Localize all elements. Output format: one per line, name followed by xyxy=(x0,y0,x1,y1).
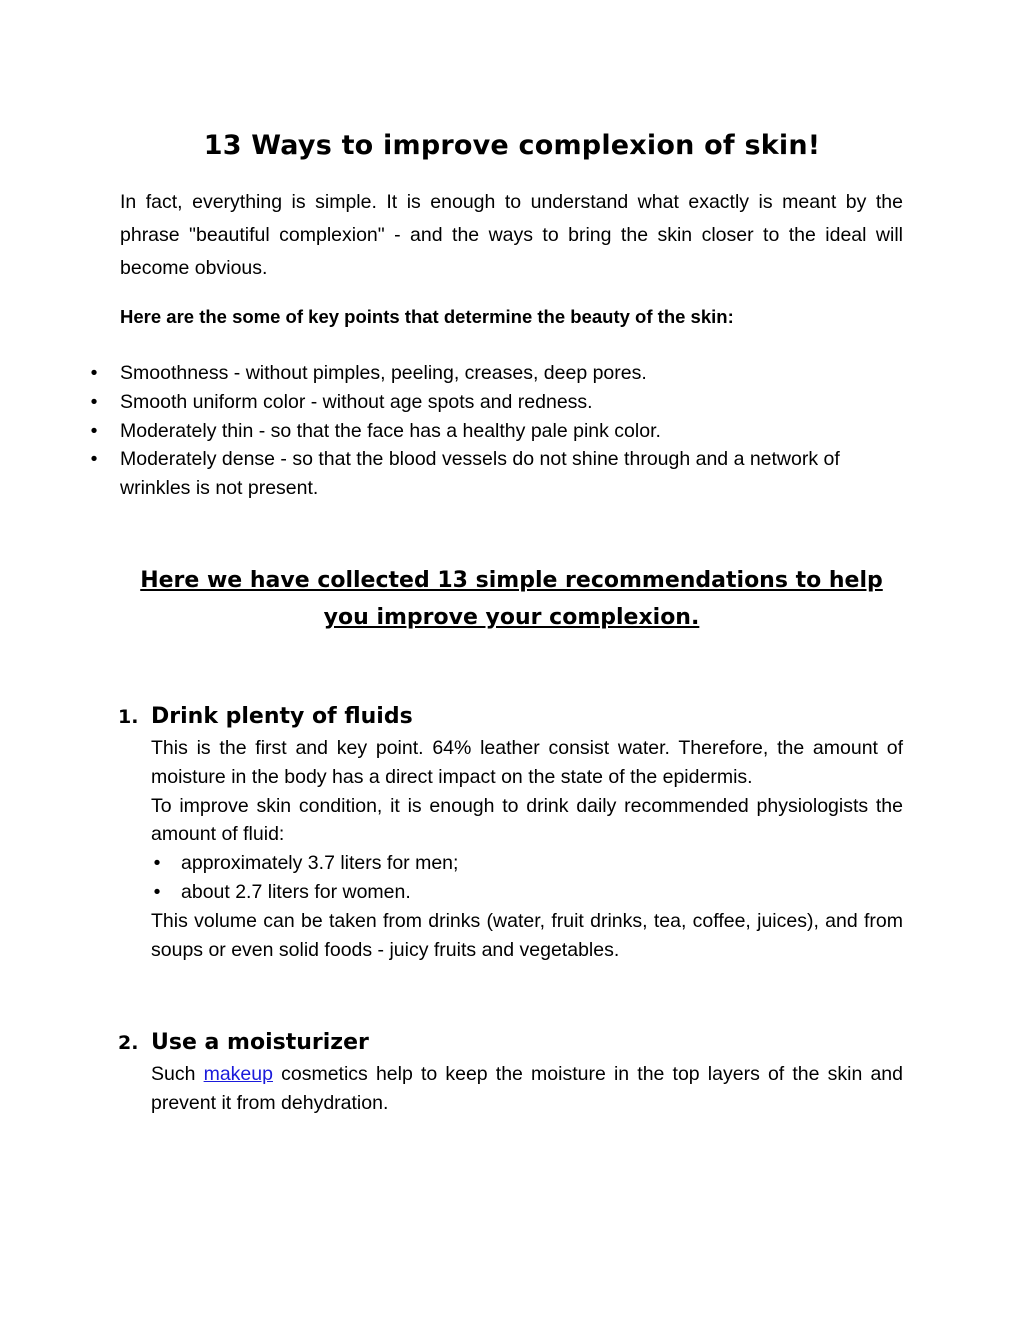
section-title: Drink plenty of fluids xyxy=(151,704,413,729)
paragraph-text: cosmetics help to keep the moisture in the top layers of the skin and prevent it from dehydration. xyxy=(151,1063,903,1114)
intro-paragraph: In fact, everything is simple. It is enough to understand what exactly is meant by the phrase "beautiful complexion" - and the ways to bring the skin closer to the ideal will become obvious. xyxy=(120,191,903,279)
makeup-link[interactable]: makeup xyxy=(203,1063,273,1085)
section-paragraph: This volume can be taken from drinks (water, fruit drinks, tea, coffee, juices), and from soups or even solid foods - juicy fruits and vegetables. xyxy=(151,909,903,961)
list-item-text: about 2.7 liters for women. xyxy=(181,880,411,903)
recommendations-heading: Here we have collected 13 simple recommendations to help you improve your complexion. xyxy=(140,568,883,630)
list-item xyxy=(151,878,903,907)
list-item-text: Smooth uniform color - without age spots and redness. xyxy=(120,390,593,413)
bullet-icon: • xyxy=(90,419,98,442)
list-item xyxy=(0,359,903,388)
list-item xyxy=(0,388,903,417)
section-paragraph xyxy=(151,1060,903,1118)
section-number: 1. xyxy=(118,706,139,728)
bullet-icon: • xyxy=(90,448,98,471)
section-paragraph: To improve skin condition, it is enough to drink daily recommended physiologists the amount of fluid: xyxy=(151,794,903,846)
list-item xyxy=(151,849,903,878)
bullet-icon: • xyxy=(90,390,98,413)
fluid-amount-list xyxy=(151,849,903,907)
section-heading xyxy=(0,1026,1024,1060)
section-drink-fluids xyxy=(0,700,1024,964)
section-body xyxy=(151,734,903,964)
section-moisturizer xyxy=(0,1026,1024,1118)
list-item xyxy=(0,417,903,446)
page-title: 13 Ways to improve complexion of skin! xyxy=(203,130,821,161)
section-number: 2. xyxy=(118,1032,139,1054)
bullet-icon: • xyxy=(90,362,98,384)
section-title: Use a moisturizer xyxy=(151,1030,369,1055)
paragraph-text: Such xyxy=(151,1063,204,1085)
section-body xyxy=(151,1060,903,1118)
bullet-icon: • xyxy=(153,852,161,875)
section-heading xyxy=(0,700,1024,734)
bullet-icon: • xyxy=(153,880,161,903)
list-item xyxy=(0,445,903,503)
key-points-list xyxy=(0,359,1024,503)
key-points-heading: Here are the some of key points that determine the beauty of the skin: xyxy=(120,306,734,327)
list-item-text: approximately 3.7 liters for men; xyxy=(181,852,459,875)
list-item-text: Smoothness - without pimples, peeling, creases, deep pores. xyxy=(120,362,647,384)
list-item-text: Moderately thin - so that the face has a healthy pale pink color. xyxy=(120,419,661,442)
list-item-text: Moderately dense - so that the blood vessels do not shine through and a network of wrinkles is not present. xyxy=(120,448,840,500)
section-paragraph: This is the first and key point. 64% leather consist water. Therefore, the amount of moisture in the body has a direct impact on the state of the epidermis. xyxy=(151,737,903,788)
